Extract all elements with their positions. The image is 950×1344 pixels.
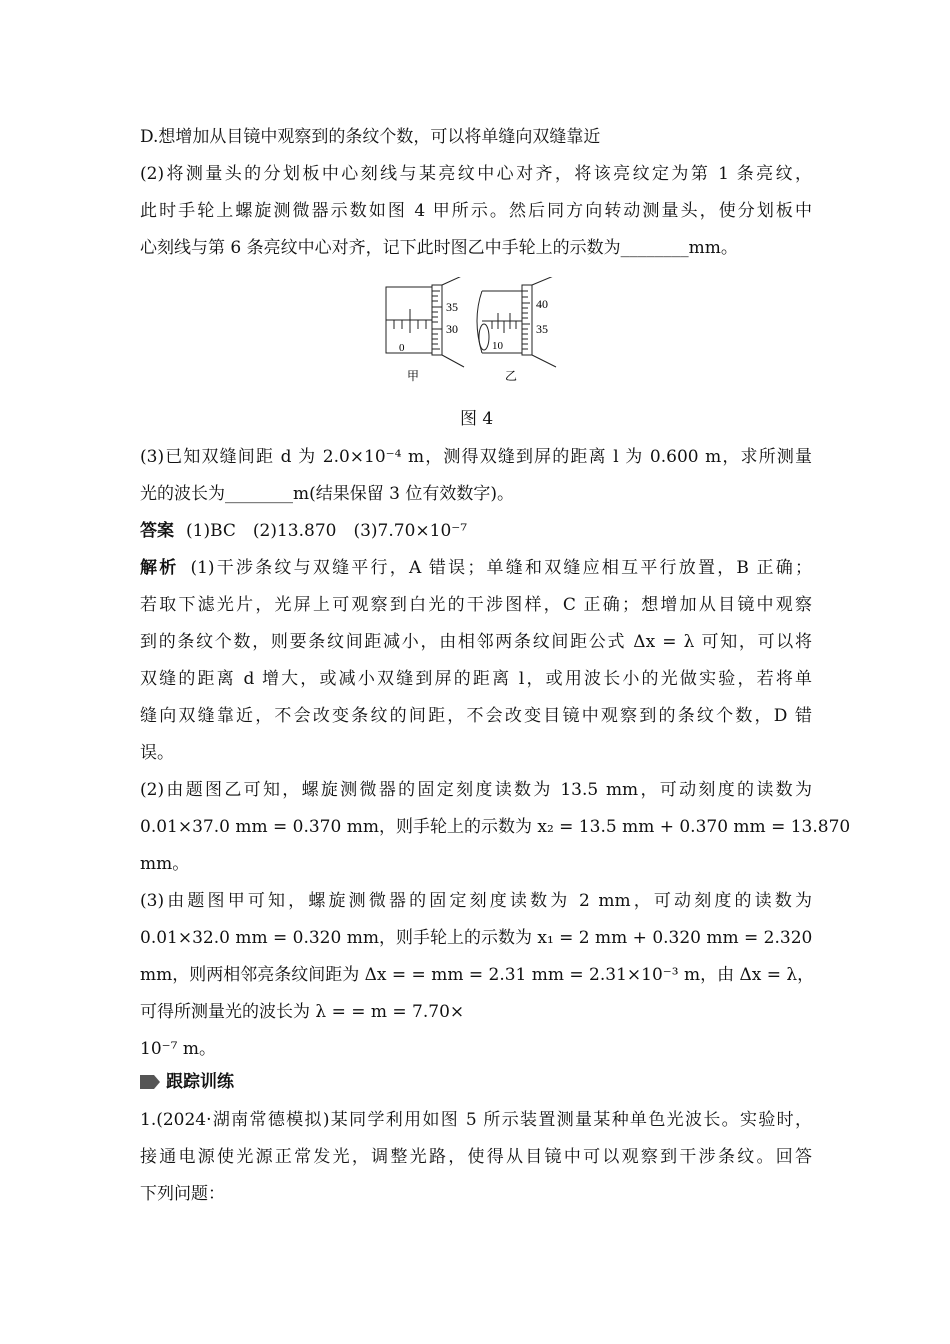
analysis-line2: 若取下滤光片，光屏上可观察到白光的干涉图样，C 正确；想增加从目镜中观察 [140,595,812,615]
q2-line1: (2)将测量头的分划板中心刻线与某亮纹中心对齐，将该亮纹定为第 1 条亮纹， [140,164,812,184]
analysis3-line3: mm，则两相邻亮条纹间距为 Δx = = mm = 2.31 mm = 2.31×10⁻³ m，由 Δx = λ， [140,965,815,985]
section-marker-icon [140,1075,160,1089]
analysis-text-1: (1)干涉条纹与双缝平行，A 错误；单缝和双缝应相互平行放置，B 正确； [190,558,812,578]
micrometer-figure [380,277,580,389]
yi-main-10: 10 [492,340,503,352]
analysis-line5: 缝向双缝靠近，不会改变条纹的间距，不会改变目镜中观察到的条纹个数，D 错 [140,706,812,726]
analysis-line3: 到的条纹个数，则要条纹间距减小，由相邻两条纹间距公式 Δx = λ 可知，可以将 [140,632,812,652]
analysis-line1 [140,557,812,579]
analysis2-line2: 0.01×37.0 mm = 0.370 mm，则手轮上的示数为 x₂ = 13.5 mm + 0.370 mm = 13.870 [140,817,851,837]
answer-text: (1)BC (2)13.870 (3)7.70×10⁻⁷ [186,521,468,541]
jia-main-0: 0 [399,342,405,354]
analysis3-line2: 0.01×32.0 mm = 0.320 mm，则手轮上的示数为 x₁ = 2 mm + 0.320 mm = 2.320 [140,928,813,948]
q3-line2: 光的波长为________m(结果保留 3 位有效数字)。 [140,484,515,504]
yi-tick-40: 40 [536,297,548,311]
jia-label: 甲 [407,369,420,383]
analysis-label: 解析 [140,558,179,578]
answer-label: 答案 [140,521,174,541]
analysis3-line5: 10⁻⁷ m。 [140,1039,216,1059]
analysis3-line1: (3)由题图甲可知，螺旋测微器的固定刻度读数为 2 mm，可动刻度的读数为 [140,891,812,911]
analysis-line6: 误。 [140,743,174,763]
analysis2-line3: mm。 [140,854,190,874]
q2-line3: 心刻线与第 6 条亮纹中心对齐，记下此时图乙中手轮上的示数为________mm。 [140,238,738,258]
option-d: D.想增加从目镜中观察到的条纹个数，可以将单缝向双缝靠近 [140,127,601,147]
analysis2-line1: (2)由题图乙可知，螺旋测微器的固定刻度读数为 13.5 mm，可动刻度的读数为 [140,780,812,800]
exercise1-line1: 1.(2024·湖南常德模拟)某同学利用如图 5 所示装置测量某种单色光波长。实验时， [140,1110,812,1130]
analysis3-line4: 可得所测量光的波长为 λ = = m = 7.70× [140,1002,465,1022]
answer-line [140,520,467,542]
yi-tick-35: 35 [536,322,548,336]
q2-line2: 此时手轮上螺旋测微器示数如图 4 甲所示。然后同方向转动测量头，使分划板中 [140,201,812,221]
section-heading [140,1071,234,1093]
jia-tick-35: 35 [446,300,458,314]
exercise1-line2: 接通电源使光源正常发光，调整光路，使得从目镜中可以观察到干涉条纹。回答 [140,1147,812,1167]
yi-label: 乙 [505,369,518,383]
section-title: 跟踪训练 [166,1072,234,1092]
q3-line1: (3)已知双缝间距 d 为 2.0×10⁻⁴ m，测得双缝到屏的距离 l 为 0.600 m，求所测量 [140,447,812,467]
jia-tick-30: 30 [446,322,458,336]
analysis-line4: 双缝的距离 d 增大，或减小双缝到屏的距离 l，或用波长小的光做实验，若将单 [140,669,812,689]
exercise1-line3: 下列问题： [140,1184,225,1204]
figure-caption: 图 4 [460,409,494,429]
